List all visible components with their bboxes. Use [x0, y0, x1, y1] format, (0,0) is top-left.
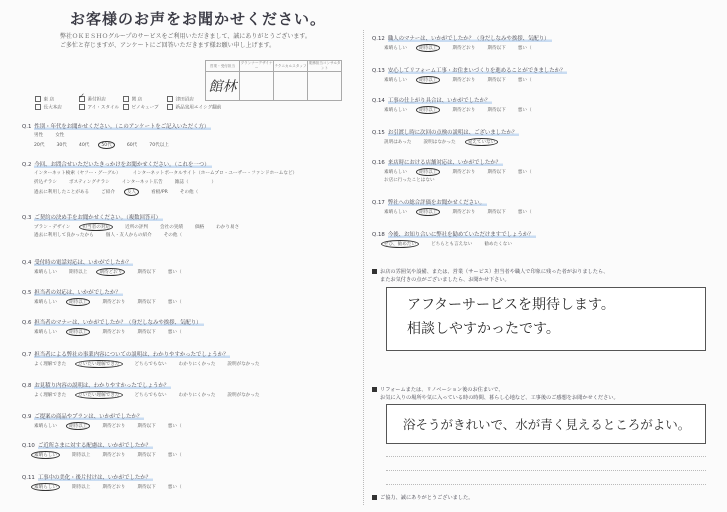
option-choice[interactable]: 悪い（: [167, 485, 182, 490]
question-text: ご近所さまに対する配慮は、いかがでしたか？: [37, 443, 152, 449]
question-number: Q.10: [22, 443, 35, 449]
option-choice[interactable]: 期待どおり: [452, 78, 476, 83]
option-choice[interactable]: 悪い（: [167, 453, 182, 458]
option-choice[interactable]: わかりにくかった: [178, 362, 216, 367]
branch-label: 新品実用エイシグ翻前: [175, 105, 222, 111]
option-choice[interactable]: 期待以上: [416, 208, 440, 216]
option-choice[interactable]: 看板/PR: [151, 190, 168, 195]
option-choice[interactable]: 期待どおり: [102, 300, 126, 305]
question-text: 職人のマナーは、いかがでしたか？（身だしなみや挨拶、気配り）: [387, 36, 550, 42]
option-choice[interactable]: 悪い（: [167, 270, 182, 275]
branch-checklist: [35, 96, 222, 113]
option-choice[interactable]: 期待以上: [416, 168, 440, 176]
option-choice[interactable]: 期待どおり: [96, 268, 125, 276]
q12-question: [372, 34, 552, 42]
q17-question: [372, 198, 487, 206]
q3-question: [22, 213, 163, 221]
option-choice[interactable]: よく理解できた: [34, 362, 67, 367]
checkbox[interactable]: [35, 96, 41, 102]
q16-options: [384, 168, 544, 176]
q1-options: [34, 132, 76, 138]
option-choice[interactable]: どちらでもない: [134, 362, 167, 367]
q5-question: [22, 288, 123, 296]
column-divider: [363, 30, 364, 505]
option-choice[interactable]: どちらとも言えない: [430, 242, 473, 247]
option-choice[interactable]: よく理解できた: [34, 393, 67, 398]
branch-label: アイ・スタイル: [87, 105, 120, 111]
option-choice[interactable]: 男性: [34, 133, 44, 138]
option-choice[interactable]: 素晴らしい: [34, 424, 57, 429]
option-choice[interactable]: 過去に利用したことがある: [34, 190, 90, 195]
option-choice[interactable]: 近所の評判: [125, 225, 148, 230]
q10-question: [22, 441, 153, 449]
option-choice[interactable]: 20代: [34, 143, 45, 148]
staff-header: 営業・受付担当: [206, 61, 240, 72]
option-choice[interactable]: 期待どおり: [452, 170, 476, 175]
option-choice[interactable]: どちらでもない: [134, 393, 167, 398]
question-text: 担当者による弊社の事業内容についての説明は、わかりやすかったでしょうか？: [34, 352, 229, 358]
option-choice[interactable]: 期待以下: [137, 300, 156, 305]
q14-question: [372, 96, 492, 104]
q6-question: [22, 318, 204, 326]
option-choice[interactable]: 悪い（: [517, 170, 532, 175]
option-choice[interactable]: 期待以上: [416, 44, 440, 52]
option-choice[interactable]: 説明がなかった: [227, 362, 260, 367]
option-choice[interactable]: 期待以上: [66, 328, 90, 336]
checkbox[interactable]: [35, 104, 41, 110]
thanks-text: [372, 494, 473, 501]
option-choice[interactable]: 悪い（: [167, 424, 182, 429]
question-number: Q.4: [22, 260, 32, 266]
branch-label: 関 店: [131, 97, 143, 103]
option-choice[interactable]: 期待どおり: [452, 46, 476, 51]
branch-label: 東 店: [43, 97, 55, 103]
q5-options: [34, 298, 194, 306]
feedback1-handwriting-line: 相談しやすかったです。: [407, 321, 560, 337]
option-choice[interactable]: 期待以下: [137, 485, 156, 490]
option-choice[interactable]: 期待どおり: [102, 485, 126, 490]
question-text: ご契約の決め手をお聞かせください。（複数回答可）: [34, 215, 162, 221]
feedback1-prompt-line: お店の雰囲気や設備、または、営業（サービス）担当者や職人で印象に残った者がおりましたら、: [380, 269, 609, 275]
option-choice[interactable]: 期待以下: [137, 453, 156, 458]
question-number: Q.18: [372, 232, 385, 238]
question-text: 性別・年代をお聞かせください。（このアンケートをご記入いただく方）: [34, 124, 210, 130]
option-choice[interactable]: 素晴らしい: [31, 483, 60, 491]
option-choice[interactable]: 期待以下: [487, 108, 506, 113]
option-choice[interactable]: 説明はなかった: [423, 140, 456, 145]
q1-question: [22, 122, 211, 130]
option-choice[interactable]: 素晴らしい: [384, 170, 407, 175]
feedback2-prompt: [372, 386, 619, 402]
checkbox[interactable]: [79, 104, 85, 110]
question-number: Q.17: [372, 200, 385, 206]
option-choice[interactable]: 悪い（: [517, 108, 532, 113]
option-choice[interactable]: 悪い（: [517, 78, 532, 83]
question-text: 今後、お知り合いに弊社を勧めていただけますでしょうか？: [387, 232, 534, 238]
question-text: 今回、お問合せいただいたきっかけをお聞かせください。（これを一つ）: [34, 162, 210, 168]
intro-line: 弊社ＯＫＥＳＨＯグループのサービスをご利用いただきまして、誠にありがとうございます。: [60, 33, 311, 40]
checkbox[interactable]: [167, 96, 173, 102]
option-choice[interactable]: 期待どおり: [102, 330, 126, 335]
question-number: Q.11: [22, 475, 35, 481]
option-choice[interactable]: 期待以上: [66, 422, 90, 430]
option-choice[interactable]: ポスティングチラシ: [68, 180, 110, 185]
q8-question: [22, 381, 171, 389]
option-choice[interactable]: わかりにくかった: [178, 393, 216, 398]
question-text: 担当者の対応は、いかがでしたか？: [34, 290, 121, 296]
checkbox-checked[interactable]: [79, 96, 85, 102]
option-choice[interactable]: 折込チラシ: [34, 180, 57, 185]
option-choice[interactable]: 悪い（: [517, 210, 532, 215]
option-choice[interactable]: だいたい理解できた: [75, 360, 122, 368]
intro-text: [60, 32, 360, 50]
feedback1-handwriting-line: アフターサービスを期待します。: [407, 297, 615, 313]
question-text: 工事の仕上がり具合は、いかがでしたか？: [387, 98, 491, 104]
option-choice[interactable]: 期待以下: [487, 78, 506, 83]
option-choice[interactable]: 素晴らしい: [384, 78, 407, 83]
checkbox[interactable]: [167, 104, 173, 110]
option-choice[interactable]: 悪い（: [517, 46, 532, 51]
question-number: Q.15: [372, 130, 385, 136]
option-choice[interactable]: 素晴らしい: [384, 108, 407, 113]
question-number: Q.6: [22, 320, 32, 326]
page-title: お客様のお声をお聞かせください。: [70, 10, 327, 28]
option-choice[interactable]: 素晴らしい: [31, 451, 60, 459]
option-choice[interactable]: 期待以下: [487, 210, 506, 215]
question-number: Q.14: [372, 98, 385, 104]
option-choice[interactable]: 70代以上: [149, 143, 169, 148]
q12-options: [384, 44, 544, 52]
question-number: Q.13: [372, 68, 385, 74]
option-choice[interactable]: インターネットポータルサイト（ホームプロ・ユーザー・ファンドホームなど）: [132, 171, 298, 176]
q9-options: [34, 422, 194, 430]
option-choice[interactable]: 勧めたくない: [484, 242, 512, 247]
thanks-label: ご協力、誠にありがとうございました。: [380, 495, 474, 501]
question-text: 安心してリフォーム工事・お住まいづくりを進めることができましたか？: [387, 68, 566, 74]
q2-options: [34, 170, 309, 176]
option-choice[interactable]: 素晴らしい: [384, 210, 407, 215]
option-choice[interactable]: 女性: [55, 133, 65, 138]
q7-question: [22, 350, 230, 358]
q11-options: [34, 483, 194, 491]
dotted-line: [386, 470, 706, 471]
option-choice[interactable]: 悪い（: [167, 300, 182, 305]
q15-options: [384, 138, 510, 146]
checkbox[interactable]: [123, 104, 129, 110]
option-choice[interactable]: 価格: [194, 225, 205, 230]
option-choice[interactable]: ご紹介: [101, 190, 115, 195]
question-text: 受付時の電話対応は、いかがでしたか？: [34, 260, 132, 266]
question-text: 工事中の美化・後片付けは、いかがでしたか？: [37, 475, 152, 481]
branch-label: ビノキューブ: [131, 105, 159, 111]
option-choice[interactable]: 友人: [124, 188, 139, 196]
question-text: お見積り内容の説明は、わかりやすかったでしょうか？: [34, 383, 170, 389]
question-text: お引渡し時に次回の点検の説明は、ございましたか？: [387, 130, 518, 136]
q7-options: [34, 360, 272, 368]
question-text: 弊社への総合評価をお聞かせください。: [387, 200, 485, 206]
branch-label: 長大本店: [43, 105, 62, 111]
question-number: Q.7: [22, 352, 32, 358]
feedback1-prompt-line: またお気付きの点がございましたら、お聞かせ下さい。: [380, 277, 510, 283]
branch-label: 津田沼店: [175, 97, 194, 103]
dotted-line: [386, 456, 706, 457]
q2-question: [22, 160, 212, 168]
option-choice[interactable]: 担当者の対応: [79, 223, 113, 231]
option-choice[interactable]: 期待どおり: [452, 108, 476, 113]
option-choice[interactable]: プラン・デザイン: [34, 225, 71, 230]
option-choice[interactable]: 素晴らしい: [384, 46, 407, 51]
feedback2-handwriting-line: 浴そうがきれいで、水が青く見えるところがよい。: [403, 417, 691, 432]
option-choice[interactable]: その他（: [179, 190, 199, 195]
q13-question: [372, 66, 567, 74]
q2-options: [34, 179, 228, 185]
option-choice[interactable]: 期待以上: [66, 298, 90, 306]
question-text: 来店時における店舗対応は、いかがでしたか？: [387, 160, 502, 166]
option-choice[interactable]: 過去に利用して良かったから: [34, 233, 94, 238]
option-choice[interactable]: だいたい理解できた: [75, 391, 122, 399]
q18-question: [372, 230, 536, 238]
option-choice[interactable]: ぜひ、勧めたい: [381, 240, 419, 248]
option-choice[interactable]: 期待どおり: [102, 453, 126, 458]
option-choice[interactable]: 期待以上: [416, 106, 440, 114]
option-choice[interactable]: 素晴らしい: [34, 270, 57, 275]
option-choice[interactable]: 60代: [126, 143, 138, 148]
option-choice[interactable]: 悪い（: [167, 330, 182, 335]
staff-table: [205, 60, 342, 101]
q10-options: [34, 451, 194, 459]
option-choice[interactable]: 30代: [56, 143, 67, 148]
q16-question: [372, 158, 503, 166]
question-number: Q.2: [22, 162, 32, 168]
question-number: Q.12: [372, 36, 385, 42]
option-choice[interactable]: インターネット広告: [121, 180, 163, 185]
option-choice[interactable]: 期待どおり: [452, 210, 476, 215]
staff-header: テクニカルスタッフ: [274, 61, 308, 72]
feedback2-prompt-line: お気に入りの場所や気に入っている時の時間、暮らし心地など、工事後のご感想をお聞かせください。: [380, 395, 619, 401]
q16-options: [384, 177, 447, 183]
option-choice[interactable]: 期待以下: [487, 46, 506, 51]
q4-question: [22, 258, 133, 266]
option-choice[interactable]: わかり易さ: [216, 225, 240, 230]
question-number: Q.9: [22, 414, 32, 420]
staff-header: 業務担当コンサルタント: [308, 61, 341, 70]
option-choice[interactable]: お店に行ったことはない: [384, 178, 435, 183]
option-choice[interactable]: 期待以下: [137, 330, 156, 335]
option-choice[interactable]: 期待以下: [137, 270, 156, 275]
option-choice[interactable]: 50代: [98, 141, 114, 149]
option-choice[interactable]: 期待以下: [487, 170, 506, 175]
q3-options: [34, 223, 251, 231]
bullet-square-icon: [372, 495, 377, 500]
option-choice[interactable]: 素晴らしい: [34, 330, 57, 335]
checkbox[interactable]: [123, 96, 129, 102]
question-text: 担当者のマナーは、いかがでしたか？（身だしなみや挨拶、気配り）: [34, 320, 202, 326]
question-number: Q.3: [22, 215, 32, 221]
q4-options: [34, 268, 194, 276]
question-number: Q.16: [372, 160, 385, 166]
staff-header: プランナーデザイナー: [240, 61, 273, 70]
q6-options: [34, 328, 194, 336]
option-choice[interactable]: 40代: [78, 143, 90, 148]
option-choice[interactable]: 素晴らしい: [34, 300, 57, 305]
q18-options: [384, 240, 524, 248]
option-choice[interactable]: 会社の実績: [160, 225, 183, 230]
dotted-line: [386, 484, 706, 485]
question-number: Q.1: [22, 124, 32, 130]
bullet-square-icon: [372, 269, 377, 274]
q17-options: [384, 208, 544, 216]
q8-options: [34, 391, 272, 399]
option-choice[interactable]: 期待以上: [68, 270, 88, 275]
branch-label: 番付担店: [87, 97, 106, 103]
option-choice[interactable]: インターネット検索（ヤフー・グーグル）: [34, 171, 121, 176]
option-choice[interactable]: その他（: [163, 233, 183, 238]
q15-question: [372, 128, 519, 136]
option-choice[interactable]: 期待以上: [416, 76, 440, 84]
option-choice[interactable]: 覚えていない: [465, 138, 499, 146]
q1-options: [34, 141, 181, 149]
feedback2-box[interactable]: [386, 404, 706, 444]
q14-options: [384, 106, 544, 114]
feedback1-prompt: [372, 268, 608, 284]
q11-question: [22, 473, 153, 481]
feedback1-box[interactable]: [386, 287, 706, 351]
option-choice[interactable]: 期待以上: [71, 453, 91, 458]
staff-signature: 館林: [208, 79, 237, 95]
feedback2-prompt-line: リフォームまたは、リノベーション後のお住まいで、: [380, 387, 504, 393]
q13-options: [384, 76, 544, 84]
question-number: Q.8: [22, 383, 32, 389]
option-choice[interactable]: 個人・友人からの紹介: [105, 233, 152, 238]
intro-line: ご多忙と存じますが、アンケートにご回答いただきます様お願い申し上げます。: [60, 42, 276, 49]
question-text: ご提案の商品やプランは、いかがでしたか？: [34, 414, 143, 420]
option-choice[interactable]: 雑誌（ ）: [174, 180, 217, 185]
option-choice[interactable]: 期待以下: [137, 424, 156, 429]
option-choice[interactable]: 期待どおり: [102, 424, 126, 429]
bullet-square-icon: [372, 387, 377, 392]
option-choice[interactable]: 期待以上: [71, 485, 91, 490]
q9-question: [22, 412, 144, 420]
q3-options: [34, 232, 194, 238]
option-choice[interactable]: 説明はあった: [384, 140, 412, 145]
option-choice[interactable]: 説明がなかった: [227, 393, 260, 398]
question-number: Q.5: [22, 290, 32, 296]
q2-options: [34, 188, 210, 196]
